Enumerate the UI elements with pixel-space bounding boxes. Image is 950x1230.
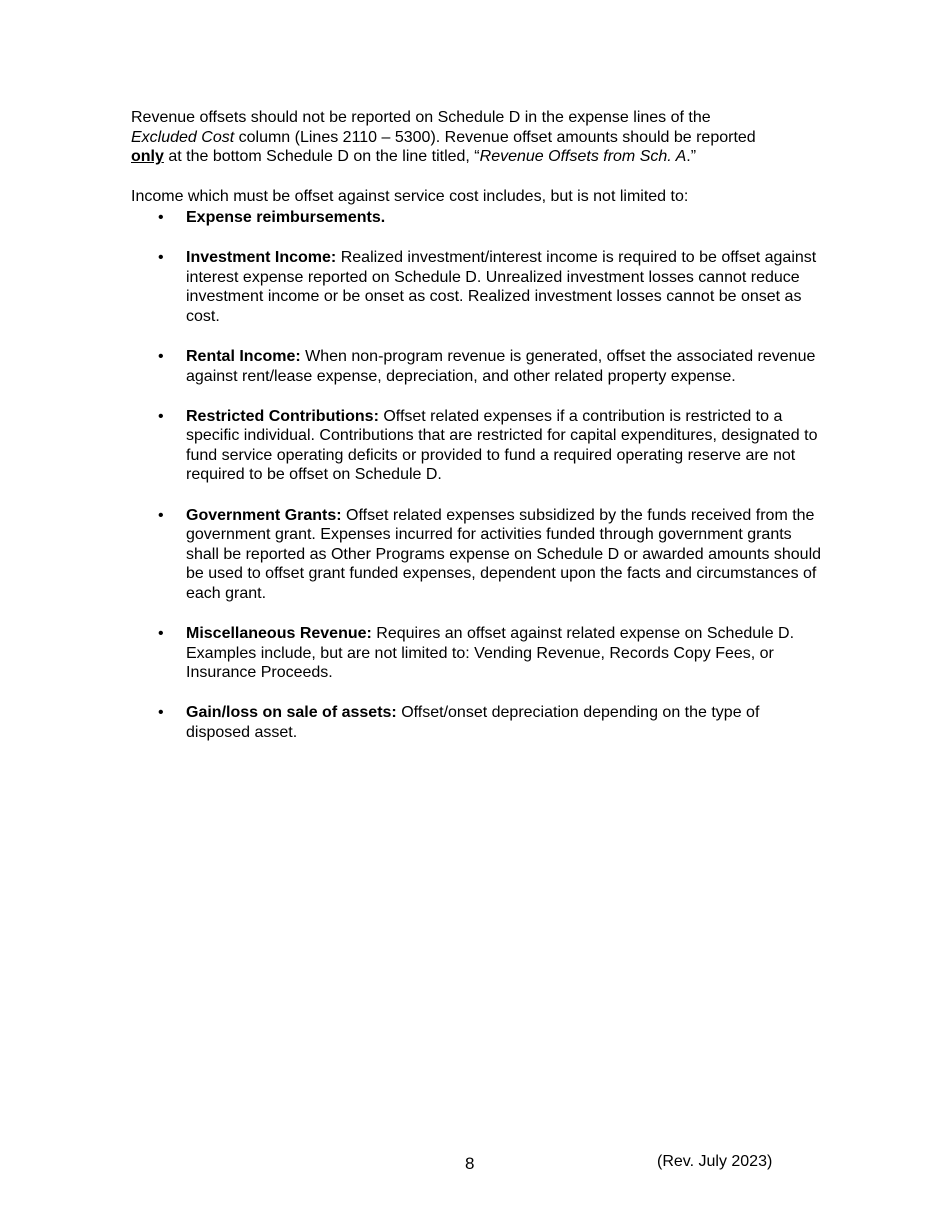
bullet-icon: • (158, 506, 164, 524)
list-item-body: Requires an offset against related expense on Schedule D. Examples include, but are not limited to: Vending Revenue, Records Copy Fees, or Insurance Proceeds. (186, 625, 795, 682)
intro-line-3-end: .” (686, 148, 697, 166)
bullet-icon: • (158, 704, 164, 722)
bullet-icon: • (158, 249, 164, 267)
page-number: 8 (465, 1154, 475, 1173)
list-item (131, 407, 831, 485)
line-title-reference: Revenue Offsets from Sch. A (479, 148, 687, 166)
list-item-text (186, 248, 826, 326)
intro-line-2: column (Lines 2110 – 5300). Revenue offset amounts should be reported (234, 128, 756, 146)
intro-paragraph (131, 108, 831, 167)
bullet-icon: • (158, 347, 164, 365)
bullet-icon: • (158, 407, 164, 425)
list-item-label: Restricted Contributions: (186, 407, 379, 425)
list-item-body: When non-program revenue is generated, offset the associated revenue against rent/lease expense, depreciation, and other related property expense. (186, 347, 816, 385)
list-item (131, 506, 831, 604)
intro-line-3-start: at the bottom Schedule D on the line titled, “ (163, 148, 480, 166)
list-item (131, 248, 831, 326)
list-item-text (186, 624, 826, 683)
list-item-body: Offset related expenses subsidized by the funds received from the government grant. Expenses incurred for activities funded through government grants shall be reported as Other Programs expense on Schedule D or awarded amounts should be used to offset grant funded expenses, dependent upon the facts and circumstances of each grant. (186, 506, 822, 602)
list-item (131, 624, 831, 683)
list-item-text (186, 347, 826, 386)
list-item-label: Government Grants: (186, 506, 342, 524)
lead-sentence: Income which must be offset against service cost includes, but is not limited to: (131, 188, 689, 205)
list-item-text (186, 506, 826, 604)
income-offset-list (131, 208, 831, 763)
list-item (131, 208, 831, 228)
list-item-text (186, 407, 826, 485)
bullet-icon: • (158, 209, 164, 226)
list-item-text (186, 703, 826, 742)
list-item-label: Gain/loss on sale of assets: (186, 704, 397, 722)
list-item-label: Investment Income: (186, 249, 337, 267)
list-item-label: Rental Income: (186, 347, 301, 365)
list-item (131, 347, 831, 386)
list-item-body: Offset related expenses if a contribution is restricted to a specific individual. Contributions that are restricted for capital expenditures, designated to fund service operating deficits or provided to fund a required operating reserve are not required to be offset on Schedule D. (186, 407, 818, 484)
list-item-body: Realized investment/interest income is required to be offset against interest expense reported on Schedule D. Unrealized investment losses cannot reduce investment income or be onset as cost. Realized investment losses cannot be onset as cost. (186, 249, 817, 325)
list-item-text (186, 208, 826, 228)
only-emphasis: only (131, 148, 164, 166)
revision-date: (Rev. July 2023) (657, 1153, 773, 1170)
list-item-label: Expense reimbursements. (186, 209, 386, 226)
excluded-cost-term: Excluded Cost (131, 128, 235, 146)
list-item-body: Offset/onset depreciation depending on the type of disposed asset. (186, 704, 760, 741)
intro-line-1: Revenue offsets should not be reported on Schedule D in the expense lines of the (131, 109, 711, 126)
list-item-label: Miscellaneous Revenue: (186, 625, 372, 642)
bullet-icon: • (158, 625, 164, 642)
list-item (131, 703, 831, 742)
